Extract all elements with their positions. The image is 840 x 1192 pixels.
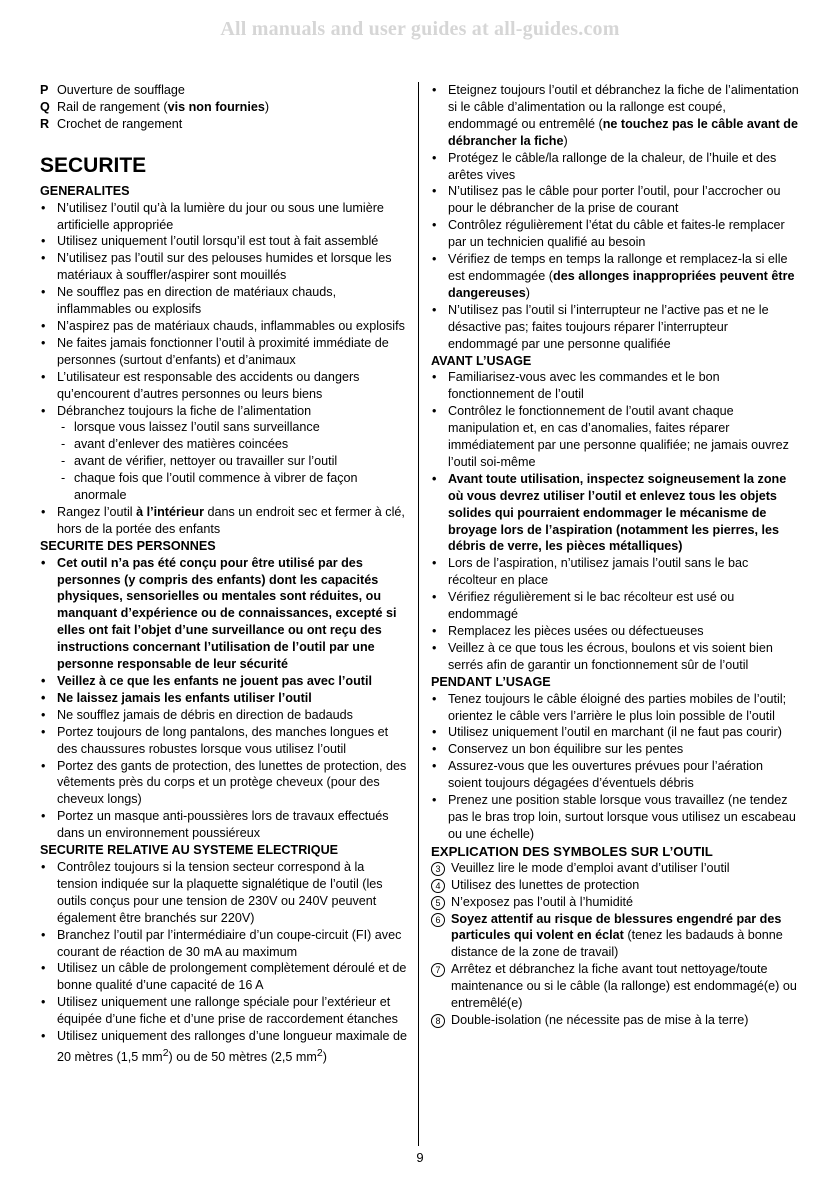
circled-number-icon: 4	[431, 879, 445, 893]
electrique-list	[40, 859, 408, 1066]
left-column	[40, 82, 408, 1066]
list-item: • Ne faites jamais fonctionner l’outil à proximité immédiate de personnes (surtout d’enfants) et d’animaux	[40, 335, 408, 369]
heading-electrique: SECURITE RELATIVE AU SYSTEME ELECTRIQUE	[40, 843, 339, 858]
list-item: • Utilisez uniquement une rallonge spéciale pour l’extérieur et équipée d’une fiche et d’une prise de raccordement étanches	[40, 994, 408, 1028]
personnes-list	[40, 555, 408, 842]
symbol-item: 7 Arrêtez et débranchez la fiche avant tout nettoyage/toute maintenance ou si le câble (la rallonge) est endommagé(e) ou entremêlé(e)	[431, 961, 799, 1012]
list-item: • Tenez toujours le câble éloigné des parties mobiles de l’outil; orientez le câble vers l’arrière le plus loin possible de l’outil	[431, 691, 799, 725]
list-item: • Lors de l’aspiration, n’utilisez jamais l’outil sans le bac récolteur en place	[431, 555, 799, 589]
section-title: SECURITE	[40, 153, 147, 177]
circled-number-icon: 3	[431, 862, 445, 876]
list-item: • L’utilisateur est responsable des accidents ou dangers qu’encourent d’autres personnes ou leurs biens	[40, 369, 408, 403]
list-item: • Prenez une position stable lorsque vous travaillez (ne tendez pas le bras trop loin, surtout lorsque vous utilisez un escabeau ou une échelle)	[431, 792, 799, 843]
list-item: • Familiarisez-vous avec les commandes et le bon fonctionnement de l’outil	[431, 369, 799, 403]
list-item: • Vérifiez de temps en temps la rallonge et remplacez-la si elle est endommagée (des allonges inappropriées peuvent être dangereuses)	[431, 251, 799, 302]
list-item: • Rangez l’outil à l’intérieur dans un endroit sec et fermer à clé, hors de la portée des enfants	[40, 504, 408, 538]
list-item: • N’utilisez pas l’outil sur des pelouses humides et lorsque les matériaux à souffler/aspirer sont mouillés	[40, 250, 408, 284]
list-item: • Contrôlez régulièrement l’état du câble et faites-le remplacer par un technicien qualifié au besoin	[431, 217, 799, 251]
list-item: • Portez des gants de protection, des lunettes de protection, des vêtements près du corps et un protège cheveux (pour des cheveux longs)	[40, 758, 408, 809]
sub-list-item: - chaque fois que l’outil commence à vibrer de façon anormale	[40, 470, 408, 504]
list-item: • Remplacez les pièces usées ou défectueuses	[431, 623, 799, 640]
sub-list-item: - avant d’enlever des matières coincées	[40, 436, 408, 453]
symbol-item: 5 N’exposez pas l’outil à l’humidité	[431, 894, 799, 911]
circled-number-icon: 8	[431, 1014, 445, 1028]
electrique-list-continued	[431, 82, 799, 353]
symbol-item: 6 Soyez attentif au risque de blessures engendré par des particules qui volent en éclat (tenez les badauds à bonne distance de la zone de travail)	[431, 911, 799, 962]
list-item: • Débranchez toujours la fiche de l’alimentation	[40, 403, 408, 420]
list-item: • Contrôlez toujours si la tension secteur correspond à la tension indiquée sur la plaquette signalétique de l’outil (les outils conçus pour une tension de 230V ou 240V peuvent également être branchés sur 220V)	[40, 859, 408, 927]
list-item: • Assurez-vous que les ouvertures prévues pour l’aération soient toujours dégagées d’éventuels débris	[431, 758, 799, 792]
legend-item-p: P Ouverture de soufflage	[40, 83, 185, 97]
heading-personnes: SECURITE DES PERSONNES	[40, 538, 216, 553]
legend-list	[40, 82, 408, 133]
list-item: • Veillez à ce que tous les écrous, boulons et vis soient bien serrés afin de garantir un fonctionnement sûr de l’outil	[431, 640, 799, 674]
list-item: • N’utilisez pas l’outil si l’interrupteur ne l’active pas et ne le désactive pas; faites toujours réparer l’interrupteur endommagé par une personne qualifiée	[431, 302, 799, 353]
heading-generalites: GENERALITES	[40, 183, 130, 198]
sub-list-item: - avant de vérifier, nettoyer ou travailler sur l’outil	[40, 453, 408, 470]
right-column	[431, 82, 799, 1029]
list-item: • N’utilisez pas le câble pour porter l’outil, pour l’accrocher ou pour le débrancher de la prise de courant	[431, 183, 799, 217]
list-item: • Utilisez uniquement l’outil en marchant (il ne faut pas courir)	[431, 724, 799, 741]
list-item: • Portez un masque anti-poussières lors de travaux effectués dans un environnement poussiéreux	[40, 808, 408, 842]
circled-number-icon: 5	[431, 896, 445, 910]
heading-avant-usage: AVANT L’USAGE	[431, 353, 532, 368]
pendant-list	[431, 691, 799, 843]
list-item: • N’aspirez pas de matériaux chauds, inflammables ou explosifs	[40, 318, 408, 335]
circled-number-icon: 7	[431, 963, 445, 977]
list-item: • Conservez un bon équilibre sur les pentes	[431, 741, 799, 758]
list-item: • Utilisez uniquement l’outil lorsqu’il est tout à fait assemblé	[40, 233, 408, 250]
list-item: • Ne soufflez pas en direction de matériaux chauds, inflammables ou explosifs	[40, 284, 408, 318]
sub-list-item: - lorsque vous laissez l’outil sans surveillance	[40, 419, 408, 436]
list-item: • Ne laissez jamais les enfants utiliser l’outil	[40, 690, 408, 707]
list-item: • Utilisez uniquement des rallonges d’une longueur maximale de 20 mètres (1,5 $mm^2$) ou de 50 mètres (2,5 $mm^2$)	[40, 1028, 408, 1066]
list-item: • N’utilisez l’outil qu’à la lumière du jour ou sous une lumière artificielle appropriée	[40, 200, 408, 234]
list-item: • Utilisez un câble de prolongement complètement déroulé et de bonne qualité d’une capacité de 16 A	[40, 960, 408, 994]
list-item: • Eteignez toujours l’outil et débranchez la fiche de l’alimentation si le câble d’alimentation ou la rallonge est coupé, endommagé ou entremêlé (ne touchez pas le câble avant de débrancher la fiche)	[431, 82, 799, 150]
list-item: • Avant toute utilisation, inspectez soigneusement la zone où vous devrez utiliser l’outil et enlevez tous les objets solides qui pourraient endommager le mécanisme de broyage lors de l’aspiration (notamment les pierres, les débris de verre, les pièces métalliques)	[431, 471, 799, 556]
heading-pendant-usage: PENDANT L’USAGE	[431, 674, 551, 689]
generalites-list	[40, 200, 408, 538]
column-divider	[418, 82, 419, 1146]
avant-list	[431, 369, 799, 673]
heading-symboles: EXPLICATION DES SYMBOLES SUR L’OUTIL	[431, 843, 713, 859]
legend-item-r: R Crochet de rangement	[40, 116, 183, 131]
page-number: 9	[416, 1150, 424, 1165]
symbol-item: 4 Utilisez des lunettes de protection	[431, 877, 799, 894]
list-item: • Protégez le câble/la rallonge de la chaleur, de l’huile et des arêtes vives	[431, 150, 799, 184]
symbol-item: 8 Double-isolation (ne nécessite pas de mise à la terre)	[431, 1012, 799, 1029]
list-item: • Cet outil n’a pas été conçu pour être utilisé par des personnes (y compris des enfants) dont les capacités physiques, sensorielles ou mentales sont réduites, ou manquant d’expérience ou de connaissances, excepté si elles ont fait l’objet d’une surveillance ou ont reçu des instructions concernant l’utilisation de l’outil par une personne responsable de leur sécurité	[40, 555, 408, 673]
symbol-list	[431, 860, 799, 1029]
legend-item-q: Q Rail de rangement (vis non fournies)	[40, 99, 270, 114]
list-item: • Ne soufflez jamais de débris en direction de badauds	[40, 707, 408, 724]
list-item: • Portez toujours de long pantalons, des manches longues et des chaussures robustes lorsque vous utilisez l’outil	[40, 724, 408, 758]
list-item: • Veillez à ce que les enfants ne jouent pas avec l’outil	[40, 673, 408, 690]
list-item: • Branchez l’outil par l’intermédiaire d’un coupe-circuit (FI) avec courant de réaction de 30 mA au maximum	[40, 927, 408, 961]
list-item: • Contrôlez le fonctionnement de l’outil avant chaque manipulation et, en cas d’anomalies, faites réparer immédiatement par une personne qualifiée; ne jamais ouvrez l’outil soi-même	[431, 403, 799, 471]
watermark: All manuals and user guides at all-guides.com	[220, 18, 620, 40]
circled-number-icon: 6	[431, 913, 445, 927]
list-item: • Vérifiez régulièrement si le bac récolteur est usé ou endommagé	[431, 589, 799, 623]
symbol-item: 3 Veuillez lire le mode d’emploi avant d’utiliser l’outil	[431, 860, 799, 877]
